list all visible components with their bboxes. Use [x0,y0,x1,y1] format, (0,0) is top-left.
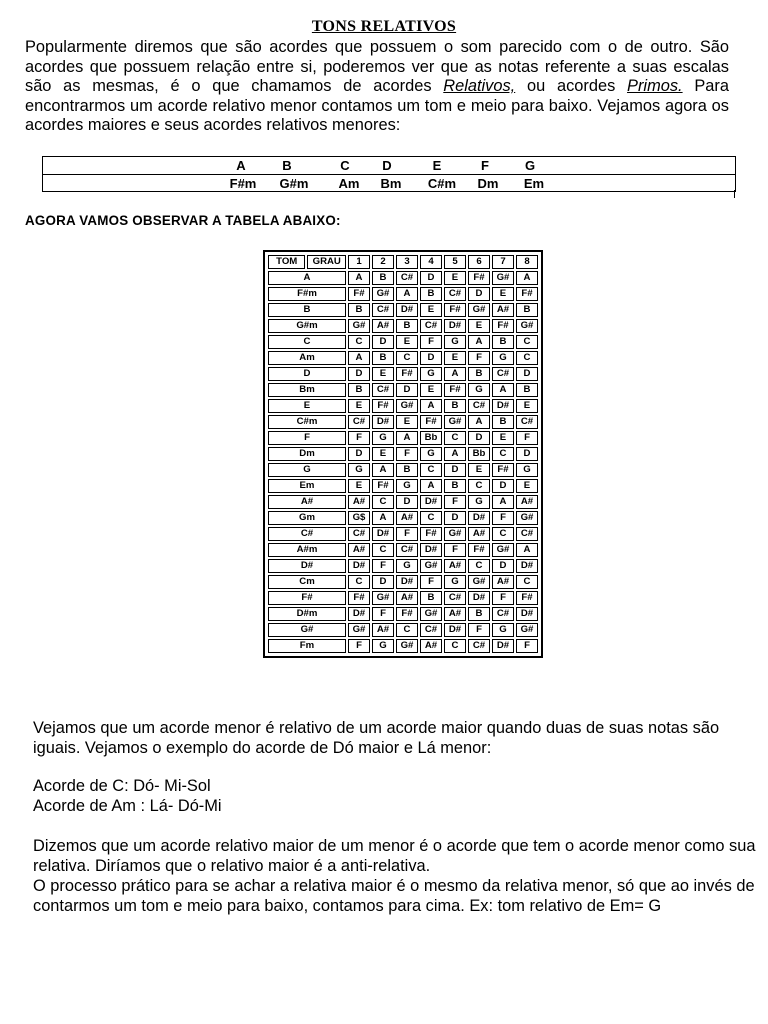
note-cell: D [468,431,490,445]
note-cell: B [492,415,514,429]
note-cell: D [348,367,370,381]
note-cell: F [396,527,418,541]
note-cell: D [444,463,466,477]
note-cell: A# [468,527,490,541]
note-cell: G [348,463,370,477]
table-header-row [268,255,538,269]
note-cell: B [444,399,466,413]
note-cell: F# [396,607,418,621]
note-cell: F# [420,415,442,429]
note-cell: C [420,463,442,477]
note-cell: A [348,351,370,365]
note-cell: G# [468,575,490,589]
note-cell: G# [492,543,514,557]
chord-c-line: Acorde de C: Dó- Mi-Sol [33,777,211,795]
note-cell: D# [396,575,418,589]
note-cell: C [444,431,466,445]
note-cell: B [420,287,442,301]
note-cell: C [348,575,370,589]
note-cell: A [444,447,466,461]
key-cell: Bm [268,383,346,397]
note-cell: D [396,495,418,509]
note-cell: D# [516,559,538,573]
note-cell: D# [444,319,466,333]
note-cell: A [468,335,490,349]
note-cell: G# [420,559,442,573]
note-cell: D# [492,639,514,653]
note-cell: F# [372,479,394,493]
key-cell: Am [268,351,346,365]
note-cell: A [396,431,418,445]
major-chord: E [432,158,442,173]
table-row [268,399,538,413]
note-cell: Bb [420,431,442,445]
note-cell: C [396,623,418,637]
table-row [268,575,538,589]
note-cell: G$ [348,511,370,525]
note-cell: G# [420,607,442,621]
note-cell: G# [516,623,538,637]
table-edge-mark [734,190,735,198]
minor-chords-row [43,175,735,192]
note-cell: G [444,335,466,349]
note-cell: A [444,367,466,381]
note-cell: B [396,319,418,333]
major-chord: B [282,158,292,173]
note-cell: A# [348,495,370,509]
note-cell: B [468,607,490,621]
scale-table-frame [263,250,543,658]
key-cell: B [268,303,346,317]
note-cell: E [372,447,394,461]
key-cell: G [268,463,346,477]
note-cell: B [420,591,442,605]
key-cell: Cm [268,575,346,589]
note-cell: A [348,271,370,285]
note-cell: F# [468,271,490,285]
key-cell: F [268,431,346,445]
note-cell: E [516,479,538,493]
note-cell: F# [348,287,370,301]
note-cell: F# [444,303,466,317]
note-cell: G [420,447,442,461]
note-cell: F# [396,367,418,381]
note-cell: F# [516,591,538,605]
note-cell: E [420,303,442,317]
note-cell: B [516,303,538,317]
note-cell: B [396,463,418,477]
note-cell: F [444,495,466,509]
key-cell: F# [268,591,346,605]
note-cell: E [468,463,490,477]
table-row [268,271,538,285]
key-cell: E [268,399,346,413]
example-paragraph: Vejamos que um acorde menor é relativo de um acorde maior quando duas de suas notas são iguais. Vejamos o exemplo do acorde de Dó maior e Lá menor: [33,719,720,757]
key-cell: C#m [268,415,346,429]
note-cell: F# [420,527,442,541]
note-cell: F# [348,591,370,605]
note-cell: G [396,479,418,493]
header-degree: 7 [492,255,514,269]
note-cell: C [396,351,418,365]
note-cell: A [396,287,418,301]
note-cell: G [468,383,490,397]
major-chords-row [43,157,735,175]
note-cell: F [468,623,490,637]
table-row [268,463,538,477]
key-cell: D# [268,559,346,573]
note-cell: D [516,447,538,461]
key-cell: C [268,335,346,349]
note-cell: C# [444,591,466,605]
major-chord: D [382,158,392,173]
note-cell: E [468,319,490,333]
note-cell: F [444,543,466,557]
table-row [268,303,538,317]
note-cell: G [516,463,538,477]
header-degree: 5 [444,255,466,269]
chord-am-line: Acorde de Am : Lá- Dó-Mi [33,797,222,815]
term-primos: Primos. [627,77,683,96]
table-row [268,639,538,653]
note-cell: F [420,335,442,349]
note-cell: F [348,639,370,653]
note-cell: D# [444,623,466,637]
table-row [268,447,538,461]
note-cell: F [396,447,418,461]
key-cell: A [268,271,346,285]
note-cell: G [444,575,466,589]
note-cell: C [516,351,538,365]
header-degree: 2 [372,255,394,269]
key-cell: C# [268,527,346,541]
table-row [268,367,538,381]
note-cell: G# [468,303,490,317]
note-cell: E [396,415,418,429]
note-cell: D [492,559,514,573]
note-cell: G# [492,271,514,285]
note-cell: G# [396,399,418,413]
table-row [268,479,538,493]
note-cell: D [420,351,442,365]
key-cell: D [268,367,346,381]
header-grau: GRAU [307,255,346,269]
anti-relative-paragraph: Dizemos que um acorde relativo maior de um menor é o acorde que tem o acorde menor como sua relativa. Diríamos que o relativo maior é a anti-relativa. [33,837,756,875]
note-cell: C# [396,271,418,285]
note-cell: A# [444,607,466,621]
minor-chord: Bm [380,176,402,191]
note-cell: F [348,431,370,445]
note-cell: F [372,559,394,573]
table-row [268,623,538,637]
note-cell: G# [444,415,466,429]
intro-text-1: Popularmente diremos que são acordes que possuem o som parecido com o de outro. São acordes que possuem relação entre si, poderemos ver que as notas referente a suas escalas são as mesmas, é o que chamamos de acordes [25,38,729,96]
note-cell: A# [396,511,418,525]
section-heading: AGORA VAMOS OBSERVAR A TABELA ABAIXO: [25,213,341,228]
scale-degrees-table [266,253,540,655]
note-cell: A [516,271,538,285]
note-cell: D [372,335,394,349]
note-cell: B [348,303,370,317]
note-cell: G [468,495,490,509]
note-cell: F [516,639,538,653]
note-cell: Bb [468,447,490,461]
note-cell: A [492,383,514,397]
major-chord: C [340,158,350,173]
table-row [268,415,538,429]
key-cell: Em [268,479,346,493]
key-cell: A# [268,495,346,509]
note-cell: G# [372,287,394,301]
relative-chords-table [42,156,736,192]
intro-text-3: Para encontrarmos um acorde relativo menor contamos um tom e meio para baixo. Vejamos agora os acordes maiores e seus acordes relativos menores: [25,77,729,135]
term-relativos: Relativos, [443,77,516,96]
note-cell: C [420,511,442,525]
note-cell: C [372,543,394,557]
note-cell: C# [372,303,394,317]
note-cell: E [516,399,538,413]
note-cell: D [492,479,514,493]
header-degree: 6 [468,255,490,269]
note-cell: C# [444,287,466,301]
note-cell: D# [348,559,370,573]
note-cell: C# [468,399,490,413]
note-cell: C [516,335,538,349]
note-cell: D [396,383,418,397]
note-cell: C [492,527,514,541]
intro-text-2: ou acordes [515,77,628,96]
note-cell: D# [396,303,418,317]
note-cell: E [444,271,466,285]
note-cell: D# [492,399,514,413]
table-row [268,287,538,301]
note-cell: B [348,383,370,397]
note-cell: D# [372,527,394,541]
table-row [268,351,538,365]
key-cell: Dm [268,447,346,461]
note-cell: B [516,383,538,397]
note-cell: D# [348,607,370,621]
note-cell: C# [396,543,418,557]
note-cell: F# [444,383,466,397]
note-cell: A [420,479,442,493]
note-cell: A# [372,319,394,333]
note-cell: D [444,511,466,525]
note-cell: F# [492,463,514,477]
header-degree: 8 [516,255,538,269]
minor-chord: Dm [477,176,499,191]
page-title: TONS RELATIVOS [311,18,457,35]
note-cell: E [348,399,370,413]
table-row [268,527,538,541]
major-chord: G [524,158,536,173]
note-cell: B [372,271,394,285]
note-cell: A [372,511,394,525]
note-cell: C [444,639,466,653]
note-cell: E [492,431,514,445]
note-cell: B [468,367,490,381]
note-cell: A# [396,591,418,605]
note-cell: C# [492,607,514,621]
note-cell: F [372,607,394,621]
note-cell: A# [420,639,442,653]
note-cell: D# [420,543,442,557]
note-cell: A# [492,303,514,317]
note-cell: G [372,639,394,653]
table-row [268,591,538,605]
note-cell: C [492,447,514,461]
note-cell: A# [516,495,538,509]
note-cell: F# [492,319,514,333]
minor-chord: Em [523,176,545,191]
note-cell: A [516,543,538,557]
note-cell: D# [420,495,442,509]
note-cell: F# [372,399,394,413]
note-cell: D [468,287,490,301]
table-body [268,271,538,653]
table-row [268,511,538,525]
table-row [268,431,538,445]
note-cell: D [372,575,394,589]
minor-chord: C#m [427,176,457,191]
note-cell: C# [348,527,370,541]
note-cell: A# [348,543,370,557]
note-cell: D# [372,415,394,429]
note-cell: G [492,623,514,637]
key-cell: Gm [268,511,346,525]
minor-chord: Am [338,176,360,191]
note-cell: E [372,367,394,381]
note-cell: G [396,559,418,573]
note-cell: F# [516,287,538,301]
note-cell: C# [348,415,370,429]
note-cell: A [372,463,394,477]
note-cell: E [396,335,418,349]
note-cell: G# [516,319,538,333]
note-cell: D [348,447,370,461]
intro-paragraph [25,38,729,136]
note-cell: B [444,479,466,493]
note-cell: C# [492,367,514,381]
note-cell: C [468,479,490,493]
table-row [268,319,538,333]
note-cell: B [492,335,514,349]
note-cell: C [516,575,538,589]
note-cell: A [468,415,490,429]
note-cell: E [444,351,466,365]
note-cell: E [492,287,514,301]
note-cell: G# [516,511,538,525]
note-cell: C# [420,319,442,333]
header-degree: 4 [420,255,442,269]
table-row [268,543,538,557]
note-cell: G# [348,623,370,637]
minor-chord: F#m [229,176,257,191]
note-cell: G# [444,527,466,541]
major-chord: A [236,158,246,173]
note-cell: D# [516,607,538,621]
note-cell: F [468,351,490,365]
table-row [268,495,538,509]
note-cell: E [420,383,442,397]
note-cell: C# [516,415,538,429]
table-row [268,559,538,573]
header-degree: 1 [348,255,370,269]
key-cell: D#m [268,607,346,621]
note-cell: G [420,367,442,381]
note-cell: F [420,575,442,589]
note-cell: G# [396,639,418,653]
note-cell: G# [372,591,394,605]
note-cell: D# [468,591,490,605]
note-cell: C [468,559,490,573]
note-cell: G [492,351,514,365]
key-cell: Fm [268,639,346,653]
note-cell: D [516,367,538,381]
header-degree: 3 [396,255,418,269]
practical-process-paragraph: O processo prático para se achar a relativa maior é o mesmo da relativa menor, só que ao invés de contarmos um tom e meio para baixo, contamos para cima. Ex: tom relativo de Em= G [33,877,755,915]
note-cell: A# [444,559,466,573]
key-cell: A#m [268,543,346,557]
note-cell: F# [468,543,490,557]
note-cell: A# [492,575,514,589]
note-cell: F [516,431,538,445]
note-cell: G [372,431,394,445]
minor-chord: G#m [279,176,309,191]
table-row [268,607,538,621]
note-cell: A# [372,623,394,637]
note-cell: C# [468,639,490,653]
table-row [268,383,538,397]
note-cell: D [420,271,442,285]
note-cell: A [420,399,442,413]
note-cell: F [492,591,514,605]
header-tom: TOM [268,255,305,269]
note-cell: A [492,495,514,509]
note-cell: C# [372,383,394,397]
key-cell: G#m [268,319,346,333]
note-cell: B [372,351,394,365]
note-cell: C [348,335,370,349]
major-chord: F [481,158,489,173]
note-cell: C# [516,527,538,541]
note-cell: C [372,495,394,509]
table-row [268,335,538,349]
note-cell: F [492,511,514,525]
key-cell: F#m [268,287,346,301]
note-cell: D# [468,511,490,525]
note-cell: E [348,479,370,493]
note-cell: G# [348,319,370,333]
key-cell: G# [268,623,346,637]
note-cell: C# [420,623,442,637]
